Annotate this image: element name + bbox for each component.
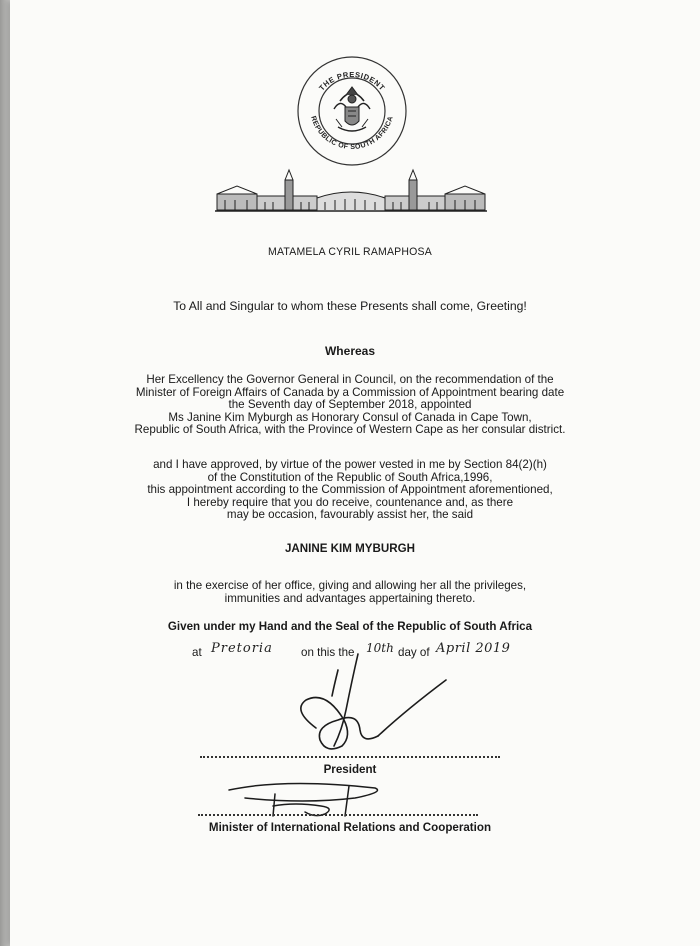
minister-signature-line bbox=[198, 814, 478, 816]
presidential-seal bbox=[296, 55, 408, 167]
coat-of-arms-icon bbox=[334, 87, 370, 131]
greeting-line: To All and Singular to whom these Presents shall come, Greeting! bbox=[173, 299, 527, 313]
paragraph-line: in the exercise of her office, giving and allowing her all the privileges, bbox=[173, 579, 527, 592]
union-buildings-illustration bbox=[215, 166, 487, 214]
paragraph-line: this appointment according to the Commission of Appointment aforementioned, bbox=[147, 483, 553, 496]
day-of-label: day of bbox=[398, 646, 430, 659]
paragraph-line: Republic of South Africa, with the Province of Western Cape as her consular district. bbox=[134, 423, 566, 436]
at-label: at bbox=[192, 646, 202, 659]
whereas-heading: Whereas bbox=[324, 344, 376, 358]
paragraph-line: I hereby require that you do receive, countenance and, as there bbox=[186, 495, 514, 509]
president-label: President bbox=[323, 763, 377, 776]
seal-text-top: THE PRESIDENT bbox=[317, 70, 387, 93]
paragraph-line: the Seventh day of September 2018, appointed bbox=[228, 398, 472, 411]
paragraph-line: immunities and advantages appertaining thereto. bbox=[224, 591, 476, 605]
minister-label: Minister of International Relations and Cooperation bbox=[208, 821, 492, 834]
given-line-text: Given under my Hand and the Seal of the Republic of South Africa bbox=[167, 620, 533, 633]
given-under-hand-line bbox=[0, 621, 700, 634]
paragraph-line: Her Excellency the Governor General in Council, on the recommendation of the bbox=[146, 373, 554, 386]
appointee-name: JANINE KIM MYBURGH bbox=[284, 542, 416, 555]
handwritten-day: 10th bbox=[366, 641, 394, 655]
paragraph-line: Ms Janine Kim Myburgh as Honorary Consul of Canada in Cape Town, bbox=[168, 410, 532, 424]
paragraph-line: may be occasion, favourably assist her, the said bbox=[226, 508, 474, 521]
president-signature-line bbox=[200, 756, 500, 758]
on-this-the-label: on this the bbox=[301, 646, 355, 659]
seal-text-bottom: REPUBLIC OF SOUTH AFRICA bbox=[309, 115, 395, 152]
handwritten-place: Pretoria bbox=[211, 641, 273, 656]
paragraph-line: and I have approved, by virtue of the power vested in me by Section 84(2)(h) bbox=[153, 458, 547, 471]
president-name-header: MATAMELA CYRIL RAMAPHOSA bbox=[268, 245, 432, 259]
president-signature bbox=[286, 650, 456, 760]
paragraph-line: of the Constitution of the Republic of South Africa,1996, bbox=[207, 470, 493, 484]
handwritten-month-year: April 2019 bbox=[436, 641, 511, 656]
paragraph-line: Minister of Foreign Affairs of Canada by a Commission of Appointment bearing date bbox=[135, 385, 565, 399]
